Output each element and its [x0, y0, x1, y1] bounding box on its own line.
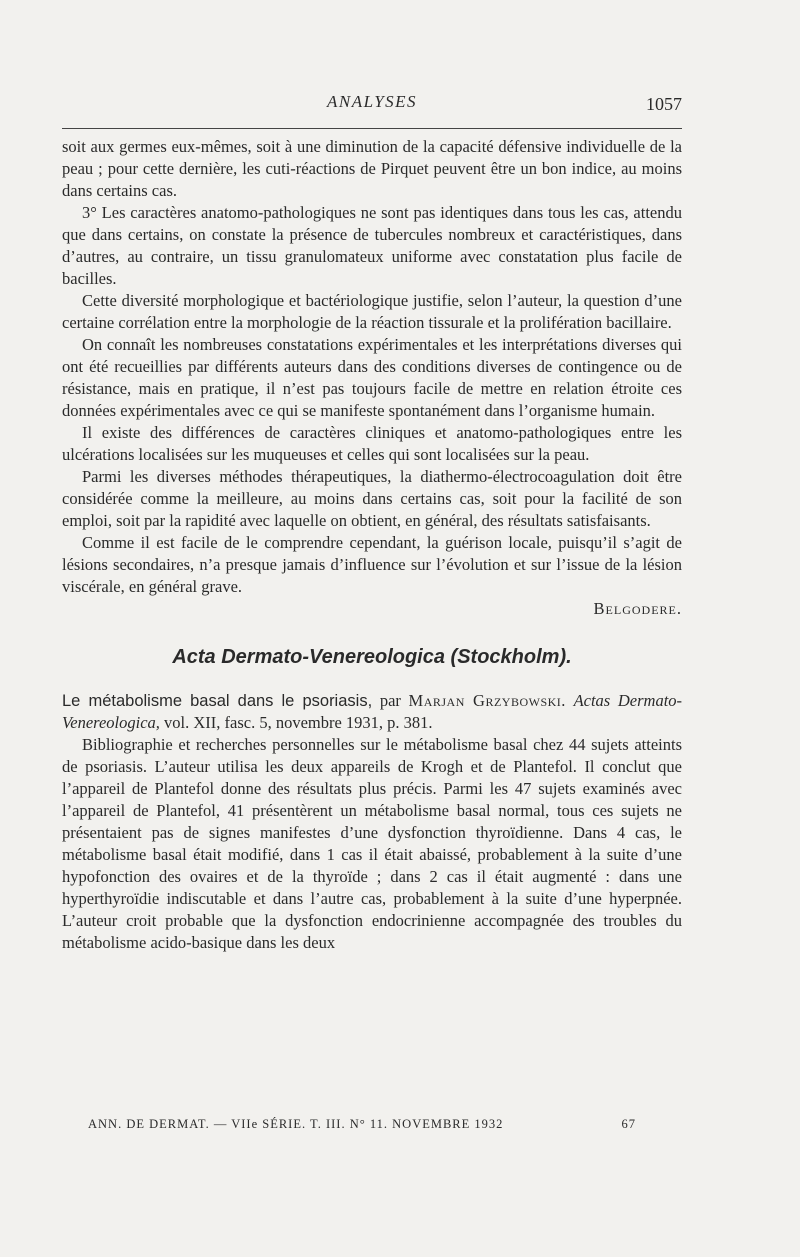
journal-title: Acta Dermato-Venereologica (Stockholm). — [172, 646, 572, 668]
paragraph: Cette diversité morphologique et bactériologique justifie, selon l’auteur, la question d’une certaine corrélation entre la morphologie de la réaction tissurale et la prolifération bacillaire. — [62, 291, 682, 332]
paragraph: Il existe des différences de caractères cliniques et anatomo-pathologiques entre les ulcérations localisées sur les muqueuses et celles qui sont localisées sur la peau. — [62, 423, 682, 464]
footer-sheet-number: 67 — [621, 1117, 636, 1131]
paragraph: soit aux germes eux-mêmes, soit à une diminution de la capacité défensive individuelle de la peau ; pour cette dernière, les cuti-réactions de Pirquet peuvent être un bon indice, au moins dans certains cas. — [62, 137, 682, 200]
header-rule — [62, 128, 682, 129]
footer-journal-reference: ANN. DE DERMAT. — VIIe SÉRIE. T. III. N° 11. NOVEMBRE 1932 — [88, 1117, 504, 1131]
article-by: par — [379, 691, 401, 710]
article-author: Marjan Grzybowski. — [408, 691, 566, 710]
article-source: Actas Dermato-Venereologica, — [62, 691, 683, 732]
article-details: vol. XII, fasc. 5, novembre 1931, p. 381. — [164, 713, 433, 732]
article-body: Bibliographie et recherches personnelles sur le métabolisme basal chez 44 sujets atteints de psoriasis. L’auteur utilisa les deux appareils de Krogh et de Plantefol. Il conclut que l’appareil de Plantefol donne des résultats plus précis. Parmi les 47 sujets examinés avec l’appareil de Plantefol, 41 présentèrent un métabolisme basal normal, tous ces sujets ne présentaient pas de signes manifestes d’une dysfonction thyroïdienne. Dans 4 cas, le métabolisme basal était modifié, dans 1 cas il était abaissé, probablement à la suite d’une hypofonction des ovaires et de la thyroïde ; dans 2 cas il était augmenté : dans une hyperthyroïdie indiscutable et dans l’autre cas, probablement à la suite d’une hyperpnée. L’auteur croit probable que la dysfonction endocrinienne accompagnée des troubles du métabolisme acido-basique dans les deux — [62, 735, 682, 952]
body-text — [62, 136, 682, 954]
page-footer — [88, 1117, 636, 1132]
article-title: Le métabolisme basal dans le psoriasis, — [62, 692, 373, 710]
author-signature: Belgodere. — [593, 599, 682, 618]
article-heading — [62, 690, 682, 734]
running-header — [62, 88, 682, 120]
paragraph: Comme il est facile de le comprendre cependant, la guérison locale, puisqu’il s’agit de lésions secondaires, n’a presque jamais d’influence sur l’évolution et sur l’issue de la lésion viscérale, en général grave. — [62, 533, 682, 596]
page-number: 1057 — [646, 94, 682, 114]
paragraph: On connaît les nombreuses constatations expérimentales et les interprétations diverses qui ont été recueillies par différents auteurs dans des conditions diverses de contingence ou de résistance, mais en pratique, il n’est pas toujours facile de mettre en relation étroite ces données expérimentales avec ce qui se manifeste spontanément dans l’organisme humain. — [62, 335, 682, 420]
paragraph: Parmi les diverses méthodes thérapeutiques, la diathermo-électrocoagulation doit être considérée comme la meilleure, au moins dans certains cas, soit pour la facilité de son emploi, soit par la rapidité avec laquelle on obtient, en général, des résultats satisfaisants. — [62, 467, 682, 530]
paragraph: 3° Les caractères anatomo-pathologiques ne sont pas identiques dans tous les cas, attendu que dans certains, on constate la présence de tubercules nombreux et caractéristiques, dans d’autres, au contraire, un tissu granulomateux uniforme avec constatation plus facile de bacilles. — [62, 203, 682, 288]
header-title: ANALYSES — [326, 92, 418, 111]
